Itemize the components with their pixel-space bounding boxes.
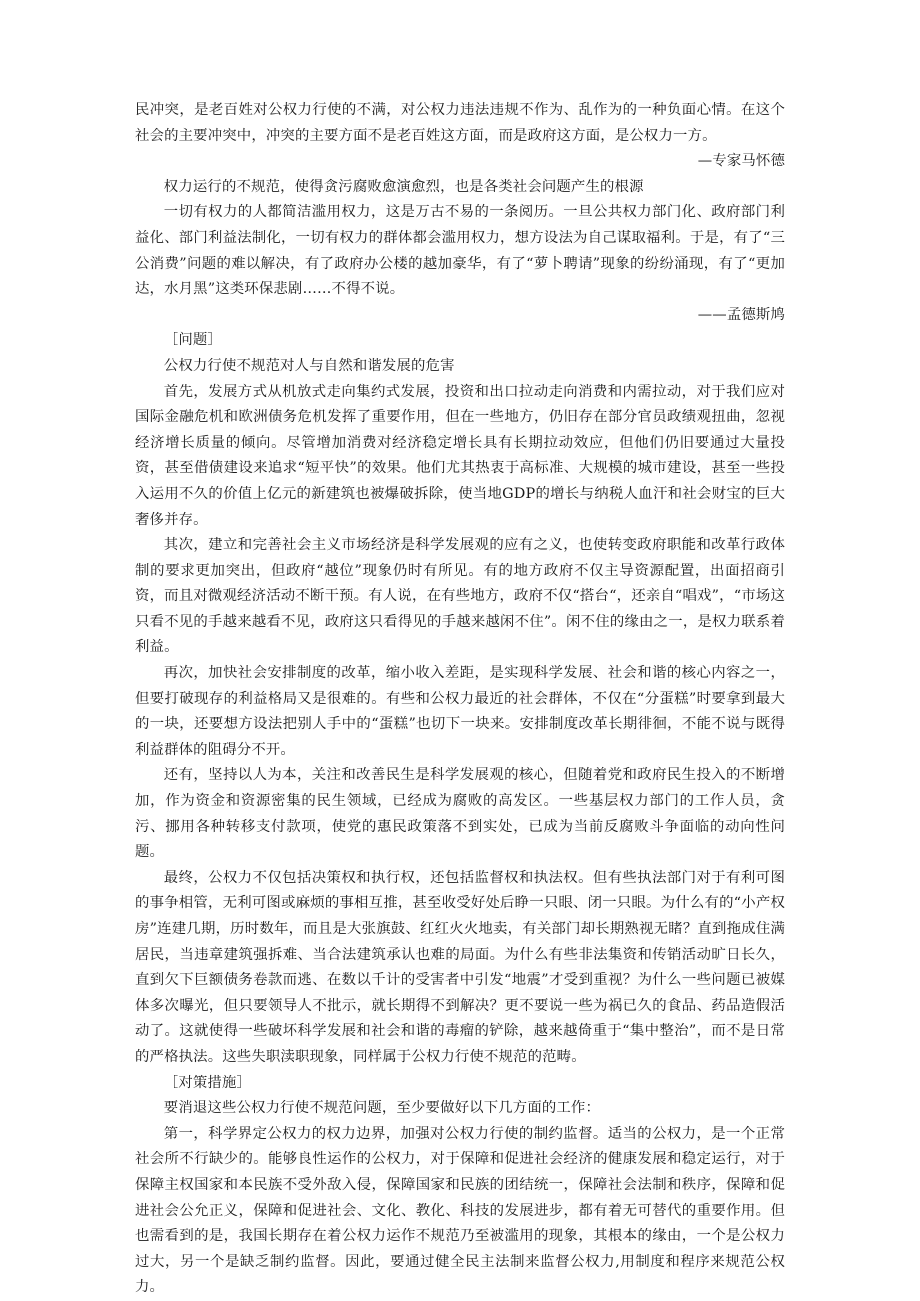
signature-ma-huaide: —专家马怀德 xyxy=(697,153,785,170)
document-page xyxy=(135,98,785,1301)
paragraph-abuse-of-power: 一切有权力的人都简洁滥用权力，这是万古不易的一条阅历。一旦公共权力部门化、政府部门利益化、部门利益法制化，一切有权力的群体都会滥用权力，想方设法为自己谋取福利。于是，有了“三公消费”问题的难以解决，有了政府办公楼的越加豪华，有了“萝卜聘请”现象的纷纷涌现，有了“更加达，水月黑”这类环保悲剧……不得不说。 xyxy=(135,204,785,298)
section-heading-measures: ［对策措施］ xyxy=(163,1074,252,1091)
paragraph-root-cause: 权力运行的不规范，使得贪污腐败愈演愈烈，也是各类社会问题产生的根源 xyxy=(163,178,644,195)
paragraph-also: 还有，坚持以人为本，关注和改善民生是科学发展观的核心，但随着党和政府民生投入的不断增加，作为资金和资源密集的民生领域，已经成为腐败的高发区。一些基层权力部门的工作人员，贪污、挪用各种转移支付款项，使党的惠民政策落不到实处，已成为当前反腐败斗争面临的动向性问题。 xyxy=(135,767,785,861)
paragraph-finally: 最终，公权力不仅包括决策权和执行权，还包括监督权和执法权。但有些执法部门对于有利可图的事争相管，无利可图或麻烦的事相互推，甚至收受好处后睁一只眼、闭一只眼。为什么有的“小产权房”连建几期，历时数年，而且是大张旗鼓、红红火火地卖，有关部门却长期熟视无睹？直到拖成住满居民，当违章建筑强拆难、当合法建筑承认也难的局面。为什么有些非法集资和传销活动旷日长久，直到欠下巨额债务卷款而逃、在数以千计的受害者中引发“地震”才受到重视？为什么一些问题已被媒体多次曝光，但只要领导人不批示，就长期得不到解决？更不要说一些为祸已久的食品、药品造假活动了。这就使得一些破坏科学发展和社会和谐的毒瘤的铲除，越来越倚重于“集中整治”，而不是日常的严格执法。这些失职渎职现象，同样属于公权力行使不规范的范畴。 xyxy=(135,869,785,1065)
paragraph-measure-one: 第一，科学界定公权力的权力边界，加强对公权力行使的制约监督。适当的公权力，是一个正常社会所不行缺少的。能够良性运作的公权力，对于保障和促进社会经济的健康发展和稳定运行，对于保障主权国家和本民族不受外敌入侵，保障国家和民族的团结统一，保障社会法制和秩序，保障和促进社会公允正义，保障和促进社会、文化、教化、科技的发展进步，都有着无可替代的重要作用。但也需看到的是，我国长期存在着公权力运作不规范乃至被滥用的现象，其根本的缘由，一个是公权力过大，另一个是缺乏制约监督。因此，要通过健全民主法制来监督公权力,用制度和程序来规范公权力。 xyxy=(135,1125,785,1296)
signature-montesquieu: ——孟德斯鸠 xyxy=(697,306,785,323)
paragraph-measures-intro: 要消退这些公权力行使不规范问题，至少要做好以下几方面的工作： xyxy=(163,1100,601,1117)
section-heading-problem: ［问题］ xyxy=(163,332,222,349)
paragraph-harm-title: 公权力行使不规范对人与自然和谐发展的危害 xyxy=(163,357,455,374)
paragraph-conflict: 民冲突，是老百姓对公权力行使的不满，对公权力违法违规不作为、乱作为的一种负面心情。在这个社会的主要冲突中，冲突的主要方面不是老百姓这方面，而是政府这方面，是公权力一方。 xyxy=(135,102,785,144)
paragraph-first: 首先，发展方式从机放式走向集约式发展，投资和出口拉动走向消费和内需拉动，对于我们应对国际金融危机和欧洲债务危机发挥了重要作用，但在一些地方，仍旧存在部分官员政绩观扭曲，忽视经济增长质量的倾向。尽管增加消费对经济稳定增长具有长期拉动效应，但他们仍旧要通过大量投资，甚至借债建设来追求“短平快”的效果。他们尤其热衷于高标准、大规模的城市建设，甚至一些投入运用不久的价值上亿元的新建筑也被爆破拆除，使当地GDP的增长与纳税人血汗和社会财宝的巨大奢侈并存。 xyxy=(135,383,785,528)
paragraph-second: 其次，建立和完善社会主义市场经济是科学发展观的应有之义，也使转变政府职能和改革行政体制的要求更加突出，但政府“越位”现象仍时有所见。有的地方政府不仅主导资源配置，出面招商引资，而且对微观经济活动不断干预。有人说，在有些地方，政府不仅“搭台“，还亲自“唱戏”，“市场这只看不见的手越来越看不见，政府这只看得见的手越来越闲不住”。闲不住的缘由之一，是权力联系着利益。 xyxy=(135,537,785,656)
paragraph-third: 再次，加快社会安排制度的改革，缩小收入差距，是实现科学发展、社会和谐的核心内容之一，但要打破现存的利益格局又是很难的。有些和公权力最近的社会群体，不仅在“分蛋糕”时要拿到最大的一块，还要想方设法把别人手中的“蛋糕”也切下一块来。安排制度改革长期徘徊，不能不说与既得利益群体的阻碍分不开。 xyxy=(135,665,785,758)
